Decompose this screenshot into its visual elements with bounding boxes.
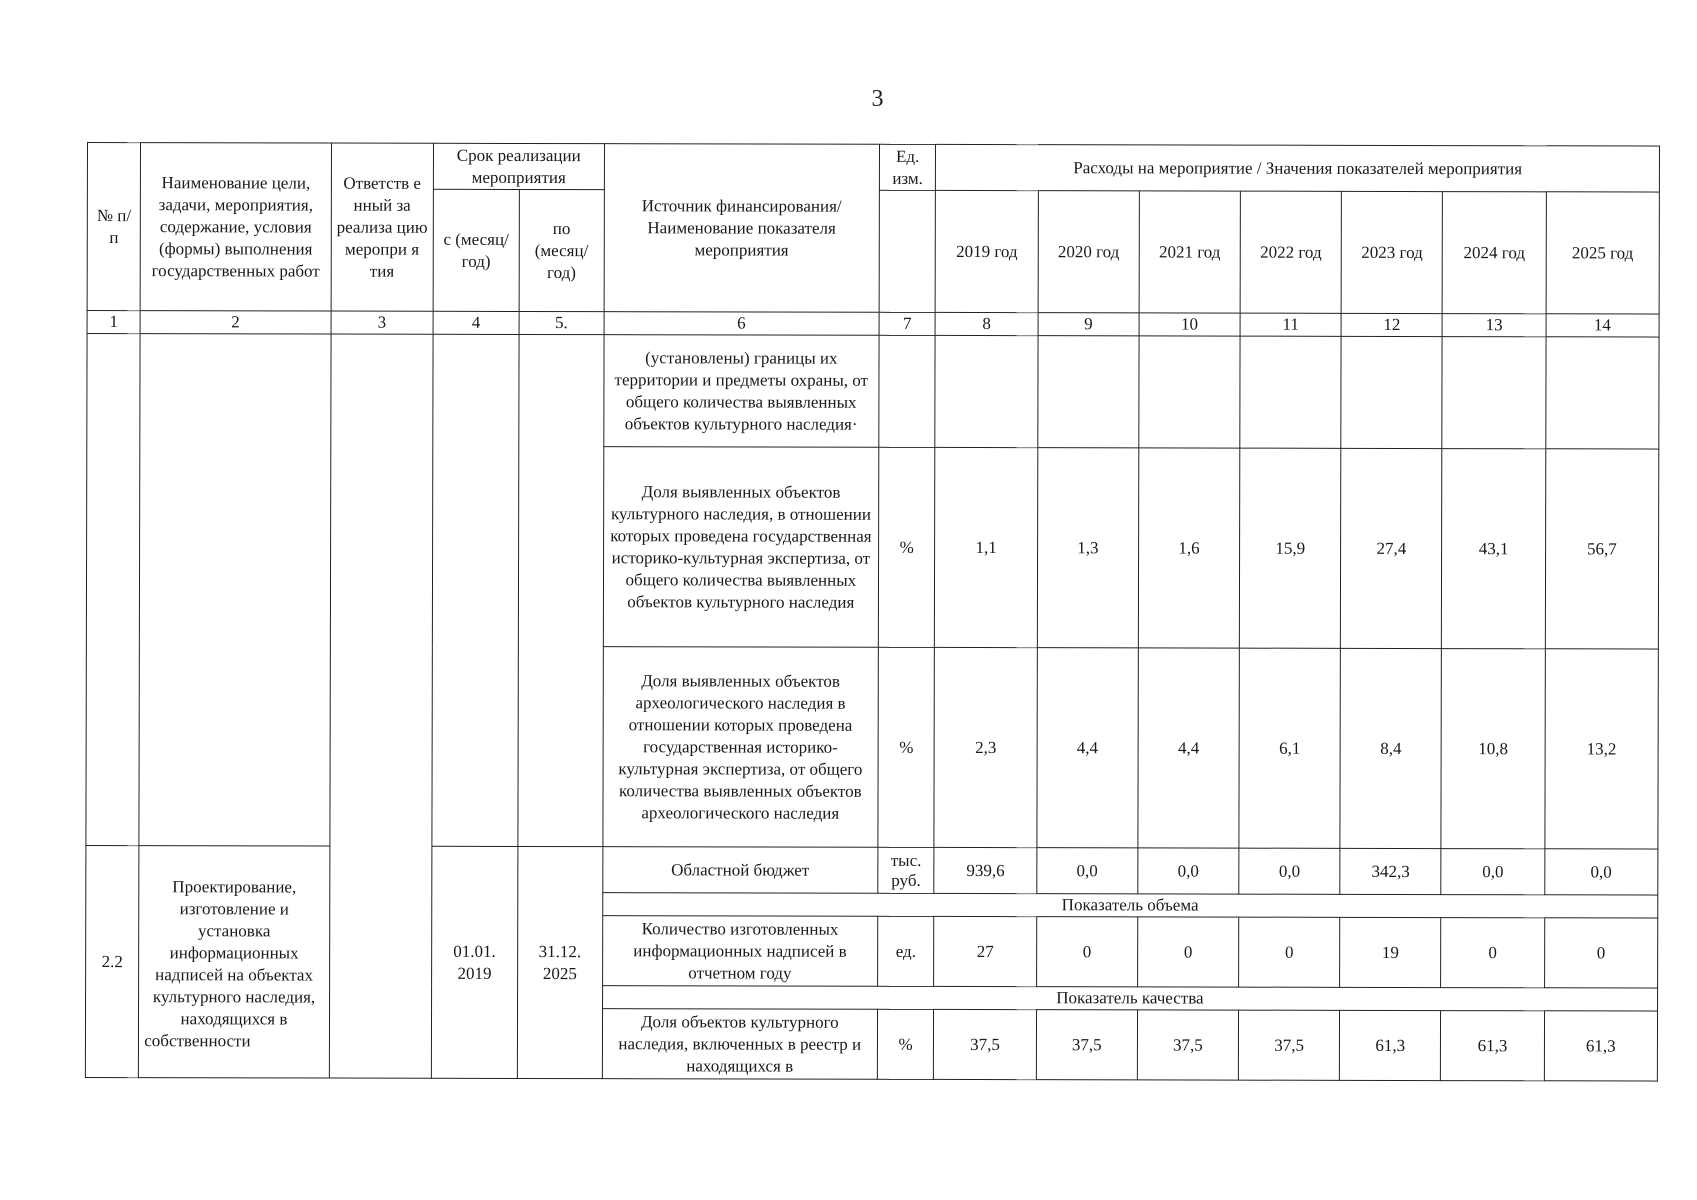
value-cell: 8,4: [1340, 648, 1442, 848]
item-end: 31.12. 2025: [517, 846, 602, 1078]
header-year: 2023 год: [1341, 191, 1442, 313]
page-number: 3: [871, 86, 884, 112]
cell-blank: [1546, 337, 1660, 449]
volume-label: Количество изготовленных информационных надписей в отчетном году: [602, 916, 877, 987]
header-term: Срок реализации мероприятия: [433, 143, 604, 189]
header-to: по (месяц/ год): [519, 189, 604, 311]
header-year: 2019 год: [936, 190, 1039, 312]
quality-unit: %: [877, 1009, 934, 1079]
budget-label: Областной бюджет: [603, 847, 878, 894]
value-cell: 4,4: [1138, 648, 1240, 848]
column-number: 4: [433, 311, 519, 334]
value-cell: 0: [1137, 917, 1238, 987]
column-number: 10: [1139, 313, 1240, 336]
header-name: Наименование цели, задачи, мероприятия, содержание, условия (формы) выполнения государственных работ: [140, 143, 331, 311]
value-cell: 1,6: [1138, 448, 1240, 648]
header-expenses: Расходы на мероприятие / Значения показателей мероприятия: [936, 144, 1660, 192]
column-number: 12: [1341, 313, 1442, 336]
indicator-name: Доля выявленных объектов культурного наследия, в отношении которых проведена государственная историко-культурная экспертиза, от общего количества выявленных объектов культурного наследия: [603, 447, 879, 648]
header-responsible: Ответств е нный за реализа цию меропри я тия: [331, 143, 434, 311]
item-name: Проектирование, изготовление и установка информационных надписей на объектах культурного наследия, находящихся в собственности: [139, 846, 330, 1078]
column-number: 2: [140, 311, 330, 334]
value-cell: 0,0: [1441, 849, 1544, 895]
cell-blank: [1139, 336, 1240, 448]
value-cell: 0,0: [1138, 848, 1239, 894]
value-cell: 61,3: [1441, 1011, 1545, 1081]
cell-blank: [1442, 337, 1546, 449]
header-year: 2024 год: [1442, 192, 1546, 314]
column-number: 6: [604, 312, 879, 336]
column-number: 5.: [519, 311, 604, 334]
cell-blank: [518, 334, 604, 846]
budget-unit: тыс. руб.: [878, 847, 935, 893]
value-cell: 939,6: [934, 847, 1036, 893]
value-cell: 0: [1544, 918, 1657, 988]
value-cell: 0,0: [1037, 848, 1138, 894]
item-number: 2.2: [85, 845, 139, 1077]
value-cell: 4,4: [1037, 648, 1139, 848]
value-cell: 2,3: [934, 647, 1037, 847]
column-number: 1: [87, 311, 140, 334]
header-year: 2022 год: [1240, 191, 1341, 313]
cell-blank: [329, 334, 433, 1078]
indicator-unit: %: [878, 447, 935, 647]
header-num: № п/п: [87, 143, 141, 311]
quality-label: Доля объектов культурного наследия, включенных в реестр и находящихся в: [602, 1009, 877, 1080]
header-year: 2021 год: [1139, 191, 1240, 313]
value-cell: 1,1: [935, 447, 1038, 647]
value-cell: 0: [1036, 917, 1137, 987]
value-cell: 342,3: [1340, 848, 1441, 894]
column-number: 8: [936, 312, 1038, 335]
indicator-name: Доля выявленных объектов археологического наследия в отношении которых проведена государственная историко-культурная экспертиза, от общего количества выявленных объектов археологического наследия: [603, 647, 879, 848]
value-cell: 61,3: [1544, 1011, 1657, 1081]
value-cell: 0,0: [1239, 848, 1340, 894]
column-number: 14: [1546, 314, 1659, 337]
value-cell: 37,5: [1238, 1010, 1339, 1080]
volume-unit: ед.: [878, 916, 935, 986]
value-cell: 43,1: [1442, 449, 1546, 649]
cell-blank: [139, 334, 331, 846]
cell-blank: [1038, 336, 1139, 448]
value-cell: 27,4: [1341, 448, 1443, 648]
cell-blank: [879, 335, 936, 447]
header-source: Источник финансирования/ Наименование показателя мероприятия: [604, 144, 880, 313]
header-from: с (месяц/ год): [433, 189, 519, 311]
value-cell: 0: [1441, 918, 1545, 988]
item-start: 01.01. 2019: [431, 846, 517, 1078]
value-cell: 19: [1340, 917, 1441, 987]
cell-blank: [935, 335, 1038, 447]
value-cell: 56,7: [1545, 449, 1659, 649]
value-cell: 37,5: [1036, 1010, 1137, 1080]
cell-blank: [1341, 336, 1442, 448]
column-number: 9: [1038, 313, 1139, 336]
cell-blank: [432, 334, 519, 846]
indicator-name-continued: (установлены) границы их территории и предметы охраны, от общего количества выявленных объектов культурного наследия·: [604, 335, 879, 448]
cell-blank: [86, 334, 140, 846]
cell-blank: [1240, 336, 1341, 448]
header-year: 2025 год: [1546, 192, 1660, 314]
value-cell: 1,3: [1037, 448, 1139, 648]
section-volume-header: Показатель объема: [602, 893, 1657, 918]
value-cell: 61,3: [1340, 1010, 1441, 1080]
header-year: 2020 год: [1038, 191, 1139, 313]
activities-table: [85, 142, 1660, 1082]
value-cell: 27: [934, 916, 1036, 986]
value-cell: 10,8: [1441, 649, 1545, 849]
column-number: 13: [1442, 314, 1545, 337]
column-number: 3: [331, 311, 433, 334]
column-number: 11: [1240, 313, 1341, 336]
column-number: 7: [879, 312, 936, 335]
indicator-unit: %: [878, 647, 935, 847]
value-cell: 6,1: [1239, 648, 1341, 848]
header-unit: Ед. изм.: [879, 144, 936, 190]
value-cell: 0: [1239, 917, 1340, 987]
value-cell: 15,9: [1239, 448, 1341, 648]
value-cell: 13,2: [1545, 649, 1659, 849]
value-cell: 37,5: [934, 1009, 1036, 1079]
value-cell: 0,0: [1544, 849, 1657, 895]
value-cell: 37,5: [1137, 1010, 1238, 1080]
section-quality-header: Показатель качества: [602, 986, 1657, 1011]
header-unit-blank: [879, 190, 936, 312]
